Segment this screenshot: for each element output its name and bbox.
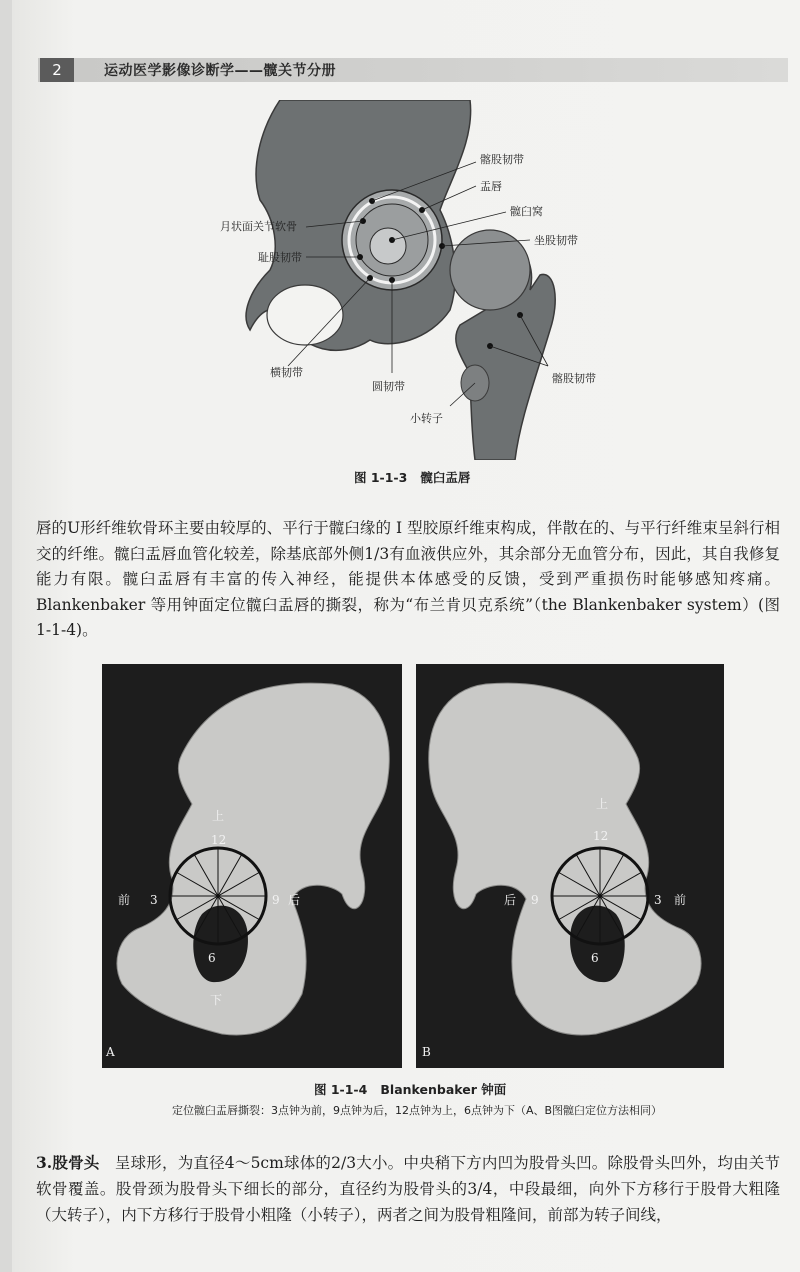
b-clock-6: 6 [591,951,599,965]
figure2-caption [314,1080,506,1098]
b-label-right: 前 [674,893,687,907]
figure1-caption [354,468,470,486]
b-clock-9: 9 [531,893,539,907]
a-clock-9: 9 [272,893,280,907]
label-ischiofemoral: 坐股韧带 [534,234,578,247]
a-clock-3: 3 [150,893,158,907]
b-clock-3: 3 [654,893,662,907]
section-lead-femoral-head: 3.股骨头 [36,1153,100,1172]
figure1-caption-number: 图 1-1-3 [354,470,408,485]
label-iliofemoral-top: 髂股韧带 [480,153,524,166]
b-label-top: 上 [596,797,609,811]
label-labrum: 盂唇 [480,180,502,193]
label-lesser-trochanter: 小转子 [410,412,443,425]
page-number: 2 [40,58,74,82]
a-label-right: 后 [288,893,301,907]
panel-a [102,664,402,1068]
label-lunate-cartilage: 月状面关节软骨 [220,220,297,233]
clock-face-a [170,848,266,944]
label-iliofemoral-bottom: 髂股韧带 [552,372,596,385]
label-acetabular-fossa: 髋臼窝 [510,205,543,218]
label-pubofemoral: 耻股韧带 [258,251,302,264]
figure2-caption-title: Blankenbaker 钟面 [380,1082,507,1097]
b-label-left: 后 [504,893,517,907]
panel-b [416,664,724,1068]
b-panel-letter: B [422,1045,431,1059]
a-panel-letter: A [106,1045,115,1059]
clock-face-b [552,848,648,944]
running-title: 运动医学影像诊断学——髋关节分册 [104,63,336,79]
figure2-caption-number: 图 1-1-4 [314,1082,368,1097]
a-label-left: 前 [118,893,131,907]
label-transverse: 横韧带 [270,366,303,379]
figure-blankenbaker-clock [102,664,724,1068]
label-ligamentum-teres: 圆韧带 [372,380,405,393]
figure-acetabular-labrum [220,100,620,460]
figure2-subcaption: 定位髋臼盂唇撕裂：3点钟为前，9点钟为后，12点钟为上，6点钟为下（A、B图髋臼定位方法相同） [171,1104,663,1117]
a-label-top: 上 [212,809,225,823]
body-paragraph-2 [36,1150,780,1228]
body-paragraph-1: 唇的U形纤维软骨环主要由较厚的、平行于髋臼缘的 Ⅰ 型胶原纤维束构成，伴散在的、与平行纤维束呈斜行相交的纤维。髋臼盂唇血管化较差，除基底部外侧1/3有血液供应外，其余部分无血管分布，因此，其自我修复能力有限。髋臼盂唇有丰富的传入神经，能提供本体感受的反馈，受到严重损伤时能够感知疼痛。Blankenbaker 等用钟面定位髋臼盂唇的撕裂，称为“布兰肯贝克系统”（the Blankenbaker system）(图 1-1-4)。 [36,519,780,639]
figure1-caption-title: 髋臼盂唇 [420,470,471,485]
a-clock-6: 6 [208,951,216,965]
paragraph2-text: 呈球形，为直径4～5cm球体的2/3大小。中央稍下方内凹为股骨头凹。除股骨头凹外，均由关节软骨覆盖。股骨颈为股骨头下细长的部分，直径约为股骨头的3/4，中段最细，向外下方移行于股骨大粗隆（大转子），内下方移行于股骨小粗隆（小转子），两者之间为股骨粗隆间，前部为转子间线， [36,1154,780,1224]
a-label-bottom: 下 [210,993,223,1007]
a-clock-12: 12 [211,833,227,847]
b-clock-12: 12 [593,829,609,843]
